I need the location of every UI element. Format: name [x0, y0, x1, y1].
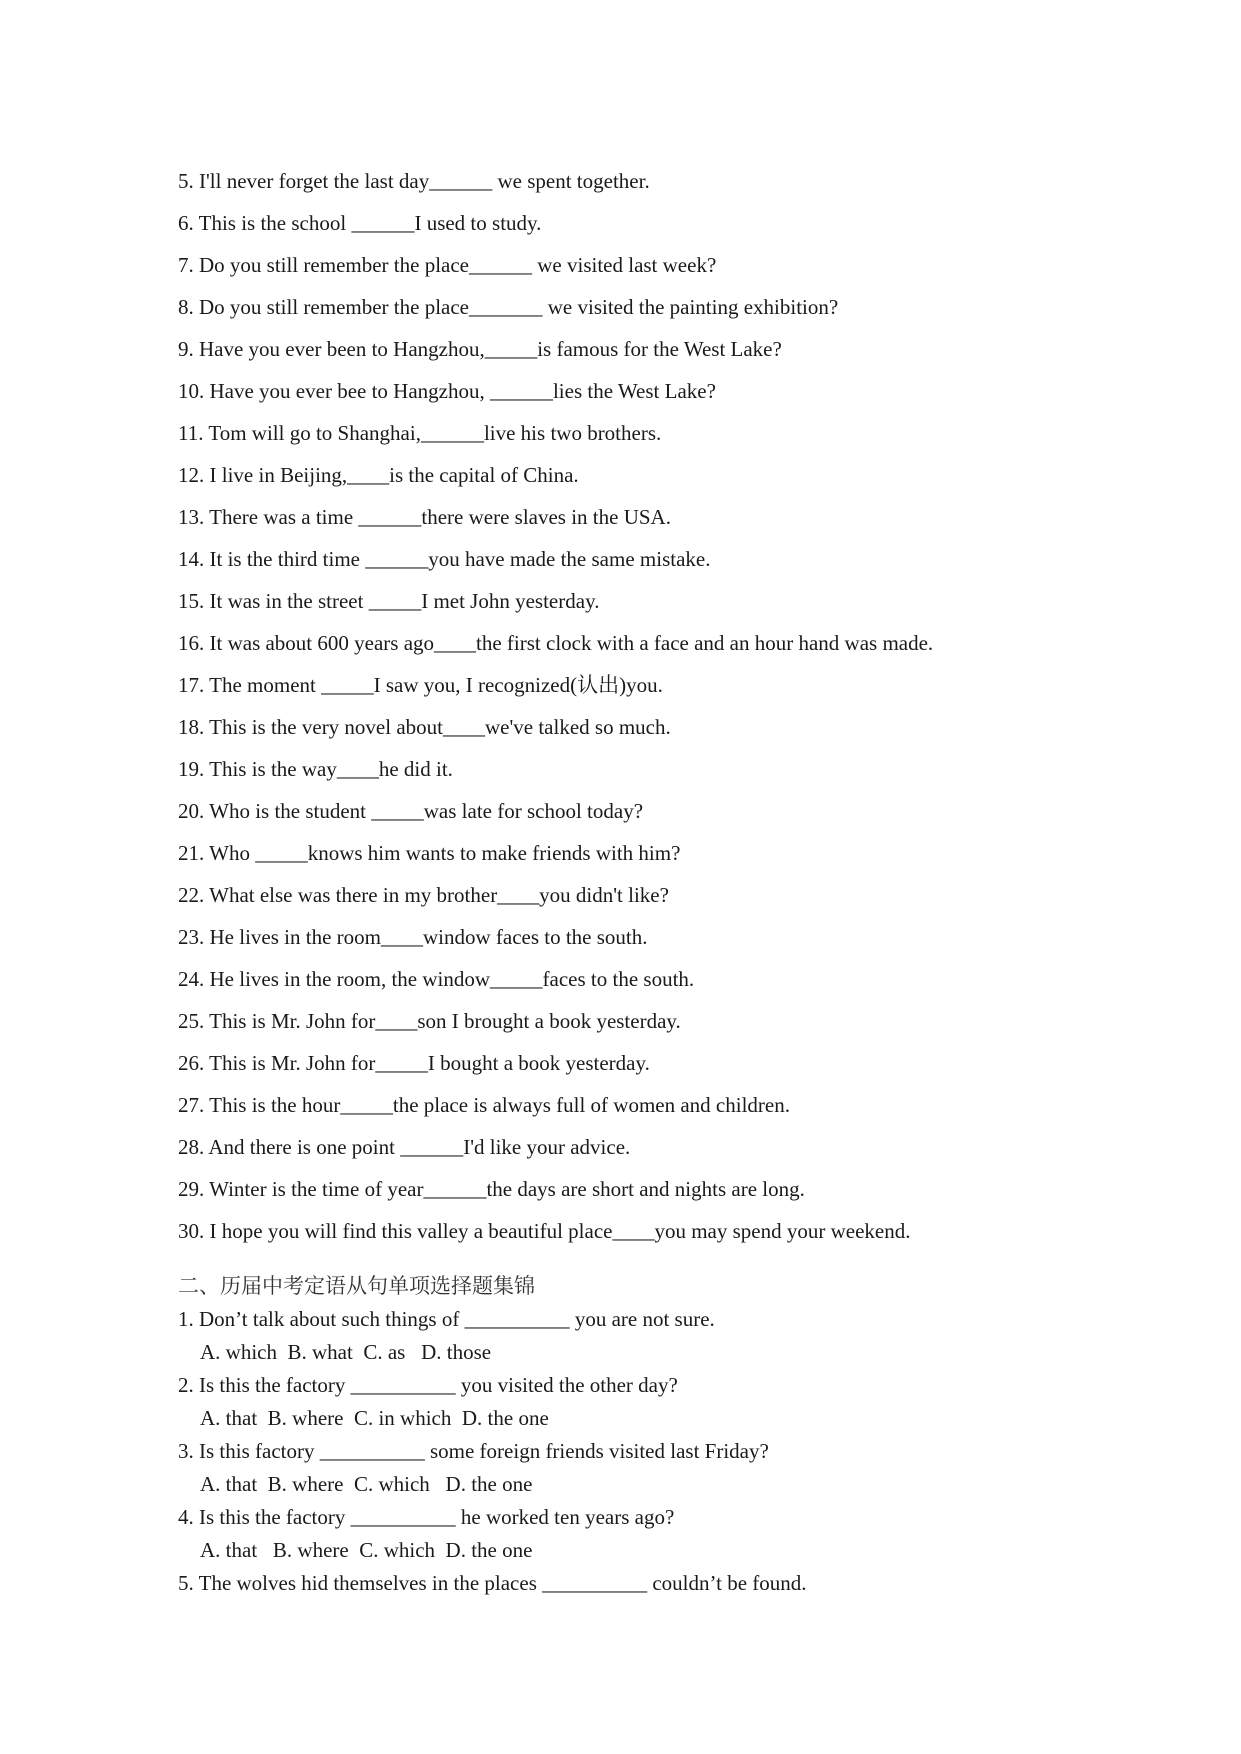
fill-in-item-28: 28. And there is one point ______I'd like your advice.: [178, 1135, 631, 1159]
fill-in-item-26: 26. This is Mr. John for_____I bought a book yesterday.: [178, 1051, 650, 1075]
fill-in-item-7: 7. Do you still remember the place______ we visited last week?: [178, 253, 717, 277]
fill-in-item-15: 15. It was in the street _____I met John yesterday.: [178, 589, 600, 613]
mc-options-2: A. that B. where C. in which D. the one: [200, 1406, 549, 1430]
section-two-heading: 二、历届中考定语从句单项选择题集锦: [178, 1274, 535, 1298]
fill-in-item-12: 12. I live in Beijing,____is the capital of China.: [178, 463, 579, 487]
fill-in-item-16: 16. It was about 600 years ago____the first clock with a face and an hour hand was made.: [178, 631, 934, 655]
fill-in-item-27: 27. This is the hour_____the place is always full of women and children.: [178, 1093, 790, 1117]
fill-in-item-14: 14. It is the third time ______you have made the same mistake.: [178, 547, 711, 571]
fill-in-item-23: 23. He lives in the room____window faces to the south.: [178, 925, 648, 949]
fill-in-item-20: 20. Who is the student _____was late for school today?: [178, 799, 644, 823]
mc-question-1: 1. Don’t talk about such things of __________ you are not sure.: [178, 1307, 715, 1331]
fill-in-item-9: 9. Have you ever been to Hangzhou,_____is famous for the West Lake?: [178, 337, 782, 361]
fill-in-item-10: 10. Have you ever bee to Hangzhou, ______lies the West Lake?: [178, 379, 716, 403]
fill-in-item-8: 8. Do you still remember the place_______ we visited the painting exhibition?: [178, 295, 839, 319]
fill-in-item-29: 29. Winter is the time of year______the days are short and nights are long.: [178, 1177, 805, 1201]
fill-in-item-5: 5. I'll never forget the last day______ we spent together.: [178, 169, 650, 193]
fill-in-item-11: 11. Tom will go to Shanghai,______live his two brothers.: [178, 421, 662, 445]
fill-in-item-17: 17. The moment _____I saw you, I recognized(认出)you.: [178, 673, 663, 697]
mc-options-1: A. which B. what C. as D. those: [200, 1340, 492, 1364]
fill-in-item-18: 18. This is the very novel about____we've talked so much.: [178, 715, 671, 739]
mc-question-2: 2. Is this the factory __________ you visited the other day?: [178, 1373, 678, 1397]
mc-question-5: 5. The wolves hid themselves in the places __________ couldn’t be found.: [178, 1571, 807, 1595]
fill-in-item-22: 22. What else was there in my brother____you didn't like?: [178, 883, 669, 907]
fill-in-item-6: 6. This is the school ______I used to study.: [178, 211, 542, 235]
fill-in-item-21: 21. Who _____knows him wants to make friends with him?: [178, 841, 681, 865]
fill-in-item-25: 25. This is Mr. John for____son I brought a book yesterday.: [178, 1009, 681, 1033]
fill-in-item-19: 19. This is the way____he did it.: [178, 757, 453, 781]
fill-in-item-30: 30. I hope you will find this valley a beautiful place____you may spend your weekend.: [178, 1219, 911, 1243]
fill-in-section: [178, 160, 1178, 1252]
fill-in-item-24: 24. He lives in the room, the window_____faces to the south.: [178, 967, 695, 991]
mc-options-4: A. that B. where C. which D. the one: [200, 1538, 533, 1562]
mc-options-3: A. that B. where C. which D. the one: [200, 1472, 533, 1496]
mc-question-4: 4. Is this the factory __________ he worked ten years ago?: [178, 1505, 675, 1529]
multiple-choice-section: [178, 1270, 1178, 1600]
mc-question-3: 3. Is this factory __________ some foreign friends visited last Friday?: [178, 1439, 769, 1463]
fill-in-item-13: 13. There was a time ______there were slaves in the USA.: [178, 505, 671, 529]
